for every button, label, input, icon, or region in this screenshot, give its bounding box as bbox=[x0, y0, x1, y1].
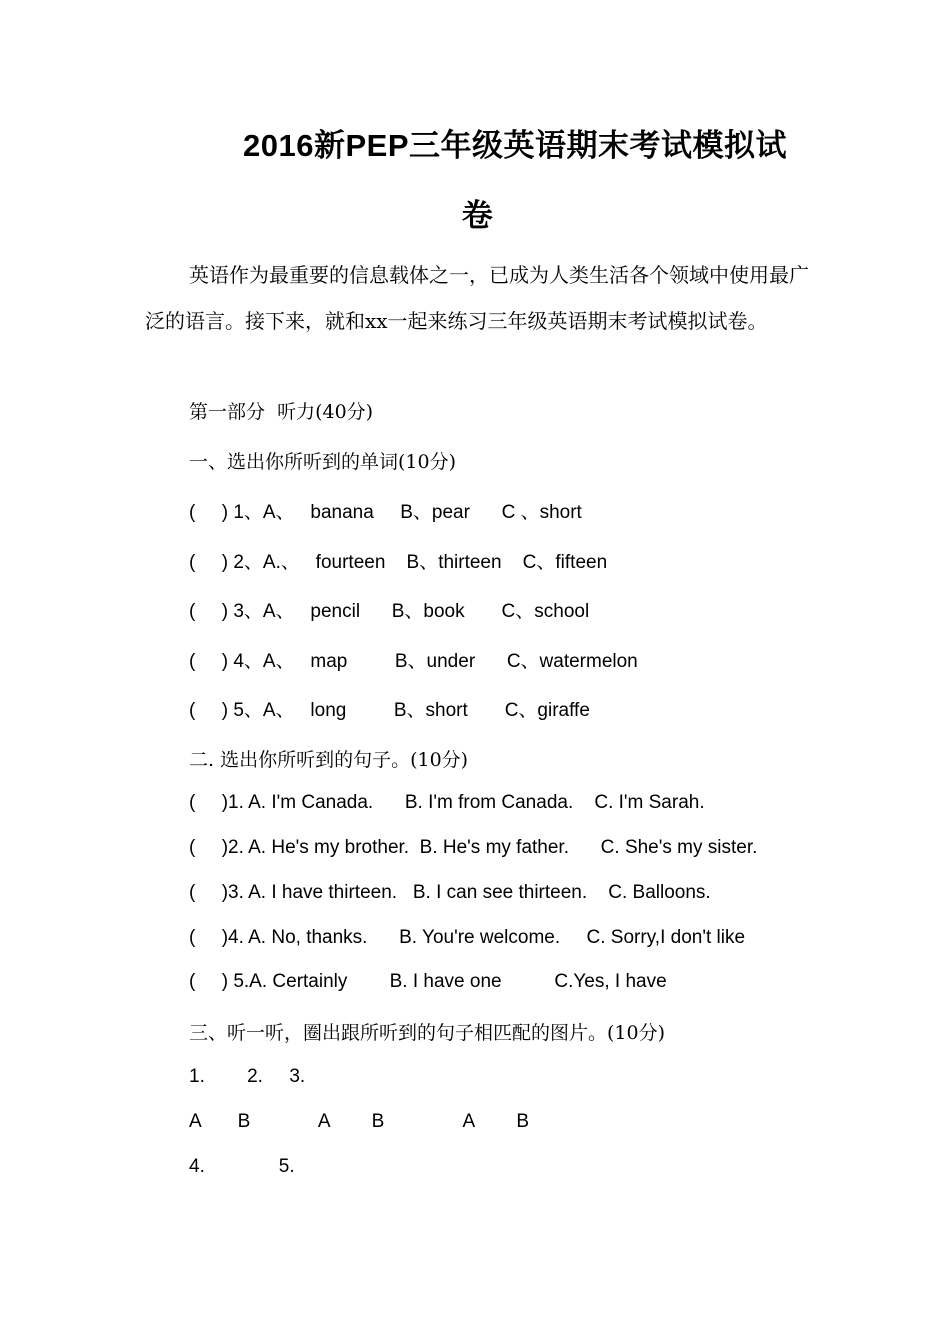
section2-heading: 二. 选出你所听到的句子。(10分) bbox=[189, 749, 469, 771]
section2-item: ( ) 5.A. Certainly B. I have one C.Yes, I have bbox=[189, 971, 667, 992]
document-title-line1: 2016新PEP三年级英语期末考试模拟试 bbox=[243, 128, 787, 163]
section3-numbers-row2: 4. 5. bbox=[189, 1156, 295, 1177]
section2-item: ( )1. A. I'm Canada. B. I'm from Canada. C. I'm Sarah. bbox=[189, 792, 705, 813]
document-title-line2: 卷 bbox=[461, 198, 494, 233]
section1-item: ( ) 5、A、 long B、short C、giraffe bbox=[189, 700, 590, 721]
intro-paragraph: 英语作为最重要的信息载体之一，已成为人类生活各个领域中使用最广泛的语言。接下来，就和xx一起来练习三年级英语期末考试模拟试卷。 bbox=[145, 263, 809, 333]
section1-heading: 一、选出你所听到的单词(10分) bbox=[189, 451, 457, 473]
section1-item: ( ) 3、A、 pencil B、book C、school bbox=[189, 601, 590, 622]
section2-item: ( )2. A. He's my brother. B. He's my father. C. She's my sister. bbox=[189, 837, 758, 858]
section2-item: ( )4. A. No, thanks. B. You're welcome. C. Sorry,I don't like bbox=[189, 927, 746, 948]
section2-item: ( )3. A. I have thirteen. B. I can see thirteen. C. Balloons. bbox=[189, 882, 711, 903]
section3-numbers-row1: 1. 2. 3. bbox=[189, 1066, 306, 1087]
part-heading: 第一部分 听力(40分) bbox=[189, 401, 374, 423]
section1-item: ( ) 2、A.、 fourteen B、thirteen C、fifteen bbox=[189, 552, 608, 573]
section1-item: ( ) 4、A、 map B、under C、watermelon bbox=[189, 651, 638, 672]
section3-letters-row: A B A B A B bbox=[189, 1111, 530, 1132]
section1-item: ( ) 1、A、 banana B、pear C 、short bbox=[189, 502, 582, 523]
section3-heading: 三、听一听，圈出跟所听到的句子相匹配的图片。(10分) bbox=[189, 1022, 666, 1044]
